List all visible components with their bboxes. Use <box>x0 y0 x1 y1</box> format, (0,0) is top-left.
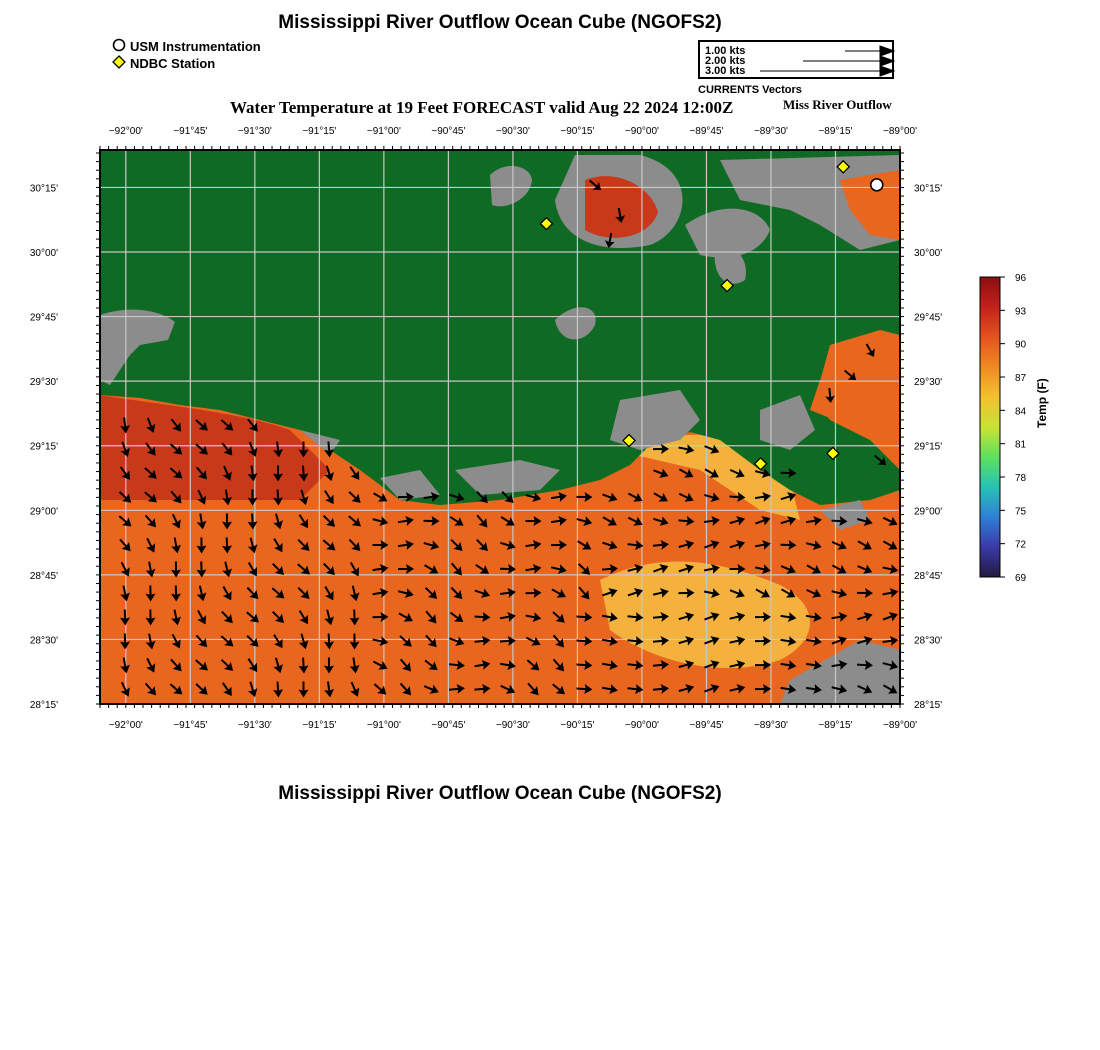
lat-labels-left <box>30 183 58 711</box>
legend-usm-label: USM Instrumentation <box>130 39 261 54</box>
lat-label-right: 29°30' <box>914 377 943 389</box>
lat-label-left: 30°15' <box>29 183 58 195</box>
lon-label-top: −89°00' <box>883 126 917 137</box>
colorbar-tick-label: 72 <box>1015 539 1027 551</box>
lon-label-top: −90°15' <box>560 126 595 137</box>
lon-label-top: −91°30' <box>237 126 272 137</box>
lon-label-top: −92°00' <box>108 126 143 137</box>
secondary-title: Mississippi River Outflow Ocean Cube (NGOFS2) <box>278 783 722 804</box>
lon-label-bottom: −90°45' <box>431 720 466 731</box>
lat-label-left: 28°30' <box>29 635 58 647</box>
lon-label-bottom: −91°15' <box>302 720 337 731</box>
colorbar-tick-label: 93 <box>1015 306 1027 318</box>
lon-label-top: −90°30' <box>495 126 530 137</box>
lat-label-right: 28°15' <box>914 700 943 711</box>
lon-label-bottom: −89°45' <box>689 720 724 731</box>
lon-label-bottom: −89°15' <box>818 720 853 731</box>
colorbar-tick-label: 69 <box>1015 573 1027 584</box>
colorbar-tick-label: 84 <box>1015 406 1027 418</box>
colorbar-tick-label: 78 <box>1015 473 1027 484</box>
lon-label-bottom: −89°30' <box>753 720 788 731</box>
vector-key-title: CURRENTS Vectors <box>698 84 802 96</box>
lon-label-top: −89°45' <box>689 126 724 137</box>
lon-labels-top <box>109 126 917 137</box>
lon-label-top: −89°30' <box>753 126 788 137</box>
lat-label-left: 29°00' <box>29 506 58 518</box>
colorbar-ticks <box>1000 273 1027 584</box>
lon-label-bottom: −92°00' <box>108 720 143 731</box>
vector-key-1: 1.00 kts <box>705 45 746 57</box>
lat-label-right: 29°45' <box>914 312 943 324</box>
lon-label-bottom: −91°30' <box>237 720 272 731</box>
colorbar-tick-label: 81 <box>1015 439 1027 451</box>
lat-label-right: 30°15' <box>914 183 943 195</box>
lat-label-left: 29°45' <box>29 312 58 324</box>
lat-label-right: 29°15' <box>914 441 943 453</box>
lat-label-left: 29°15' <box>29 441 58 453</box>
colorbar-tick-label: 96 <box>1015 273 1027 284</box>
colorbar-title: Temp (F) <box>1035 378 1049 428</box>
legend-ndbc-label: NDBC Station <box>130 56 216 71</box>
lat-label-right: 30°00' <box>914 248 943 260</box>
lon-label-bottom: −89°00' <box>883 720 917 731</box>
lon-label-top: −91°45' <box>173 126 208 137</box>
lon-label-bottom: −90°30' <box>495 720 530 731</box>
lon-label-top: −89°15' <box>818 126 853 137</box>
lat-labels-right <box>914 183 942 711</box>
colorbar-tick-label: 75 <box>1015 506 1027 518</box>
usm-station-marker <box>871 179 883 191</box>
lat-label-right: 29°00' <box>914 506 943 518</box>
lat-label-left: 30°00' <box>29 248 58 260</box>
lat-label-right: 28°30' <box>914 635 943 647</box>
vector-key-3: 3.00 kts <box>705 65 746 77</box>
lon-label-top: −91°15' <box>302 126 337 137</box>
main-title: Mississippi River Outflow Ocean Cube (NGOFS2) <box>278 12 722 33</box>
region-label: Miss River Outflow <box>783 97 892 112</box>
lon-label-bottom: −90°15' <box>560 720 595 731</box>
vector-key-2: 2.00 kts <box>705 55 746 67</box>
lon-label-bottom: −91°45' <box>173 720 208 731</box>
lat-label-left: 28°15' <box>29 700 58 711</box>
lon-label-top: −91°00' <box>366 126 401 137</box>
lat-label-right: 28°45' <box>914 570 943 582</box>
lon-labels-bottom <box>109 720 917 731</box>
lon-label-bottom: −91°00' <box>366 720 401 731</box>
plot-subtitle: Water Temperature at 19 Feet FORECAST valid Aug 22 2024 12:00Z <box>230 98 734 117</box>
lon-label-bottom: −90°00' <box>624 720 659 731</box>
colorbar-ramp <box>980 277 1000 577</box>
colorbar-tick-label: 90 <box>1015 339 1027 351</box>
map-layers <box>100 150 900 704</box>
colorbar <box>975 270 1045 590</box>
lon-label-top: −90°45' <box>431 126 466 137</box>
colorbar-tick-label: 87 <box>1015 373 1027 384</box>
lon-label-top: −90°00' <box>624 126 659 137</box>
lat-label-left: 28°45' <box>29 570 58 582</box>
lat-label-left: 29°30' <box>29 377 58 389</box>
